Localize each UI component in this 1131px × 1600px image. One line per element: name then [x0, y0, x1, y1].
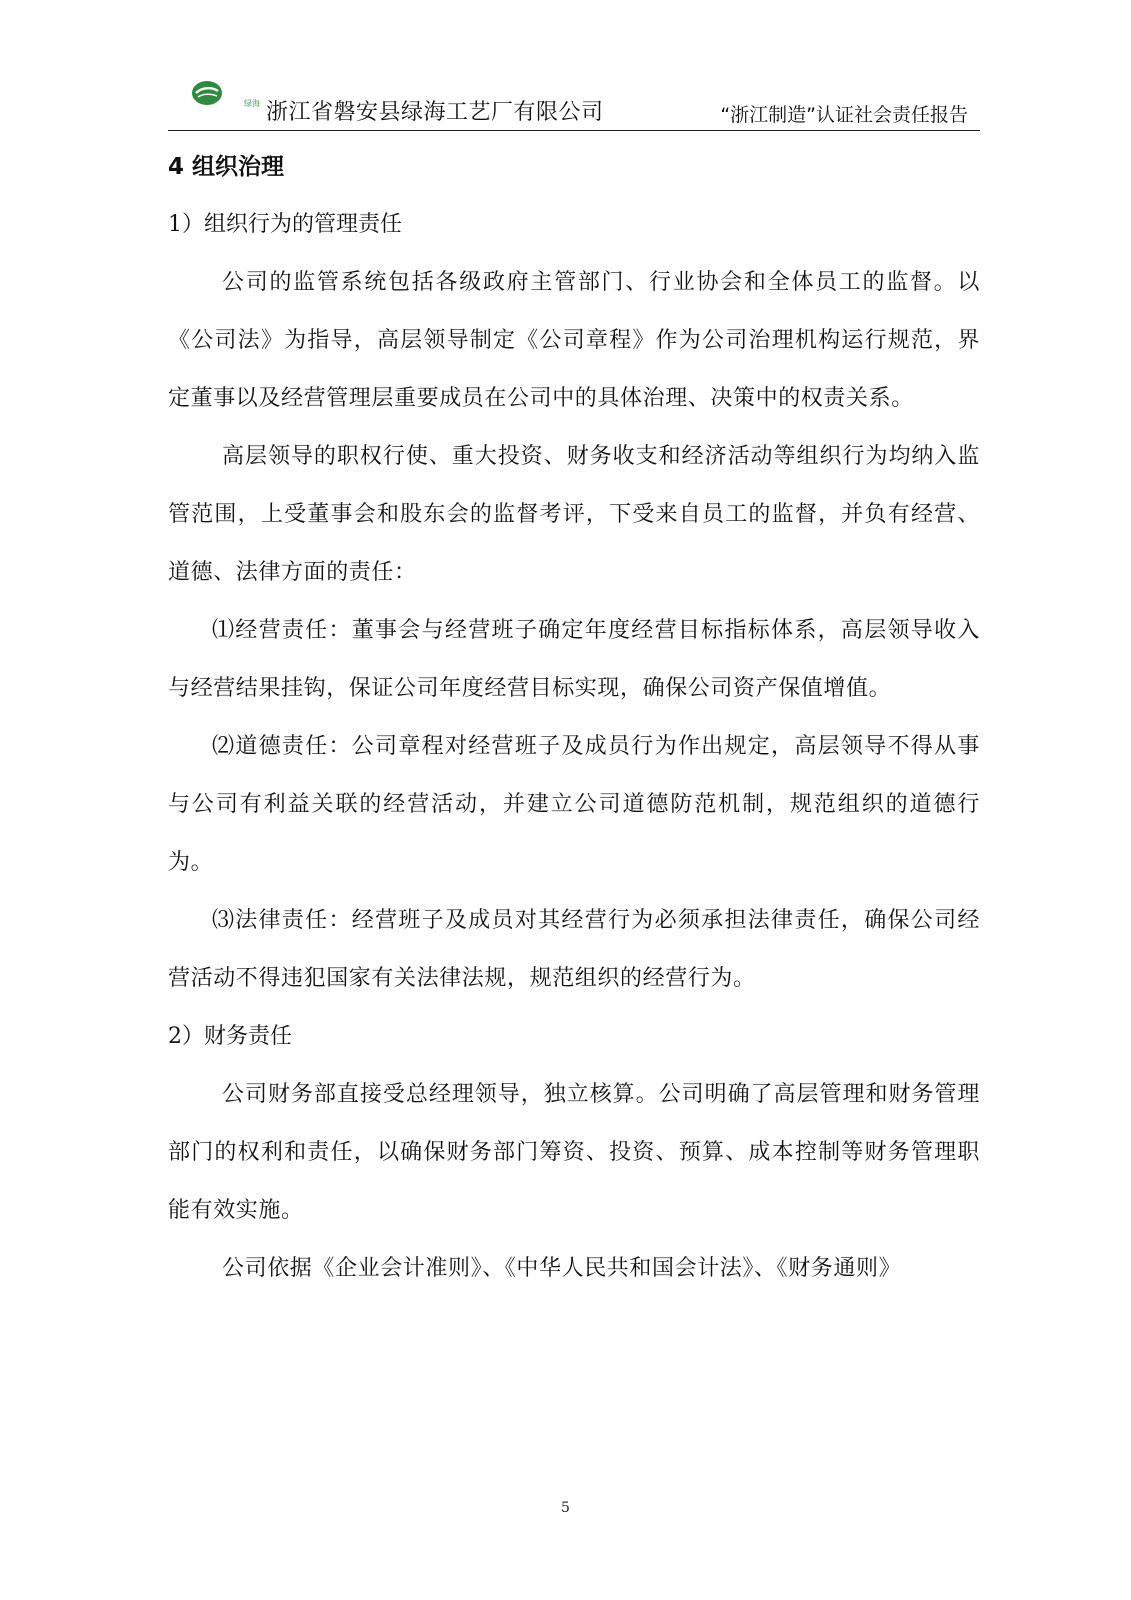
- page-header: [168, 68, 980, 131]
- page-number: 5: [561, 1500, 570, 1516]
- paragraph-supervision-system: 公司的监管系统包括各级政府主管部门、行业协会和全体员工的监督。以《公司法》为指导，高层领导制定《公司章程》作为公司治理机构运行规范，界定董事以及经营管理层重要成员在公司中的具体治理、决策中的权责关系。: [168, 270, 980, 411]
- paragraph-accounting-standards: 公司依据《企业会计准则》、《中华人民共和国会计法》、《财务通则》: [222, 1256, 902, 1281]
- report-title: “浙江制造”认证社会责任报告: [720, 104, 968, 126]
- company-name: 浙江省磐安县绿海工艺厂有限公司: [266, 100, 604, 125]
- section-title: 4 组织治理: [168, 154, 285, 180]
- document-body: [168, 138, 980, 1298]
- subheading-management-responsibility: 1）组织行为的管理责任: [168, 212, 402, 237]
- paragraph-ethical-responsibility: ⑵道德责任：公司章程对经营班子及成员行为作出规定，高层领导不得从事与公司有利益关联的经营活动，并建立公司道德防范机制，规范组织的道德行为。: [168, 734, 980, 875]
- paragraph-operating-responsibility: ⑴经营责任：董事会与经营班子确定年度经营目标指标体系，高层领导收入与经营结果挂钩，保证公司年度经营目标实现，确保公司资产保值增值。: [168, 618, 980, 701]
- paragraph-legal-responsibility: ⑶法律责任：经营班子及成员对其经营行为必须承担法律责任，确保公司经营活动不得违犯国家有关法律法规，规范组织的经营行为。: [168, 908, 980, 991]
- leaf-logo-icon: [190, 76, 224, 110]
- company-logo: [190, 76, 260, 112]
- paragraph-finance-department: 公司财务部直接受总经理领导，独立核算。公司明确了高层管理和财务管理部门的权利和责任，以确保财务部门筹资、投资、预算、成本控制等财务管理职能有效实施。: [168, 1082, 980, 1223]
- logo-text: 绿海: [244, 99, 260, 108]
- subheading-financial-responsibility: 2）财务责任: [168, 1024, 292, 1049]
- paragraph-organizational-behavior: 高层领导的职权行使、重大投资、财务收支和经济活动等组织行为均纳入监管范围，上受董事会和股东会的监督考评，下受来自员工的监督，并负有经营、道德、法律方面的责任：: [168, 444, 980, 585]
